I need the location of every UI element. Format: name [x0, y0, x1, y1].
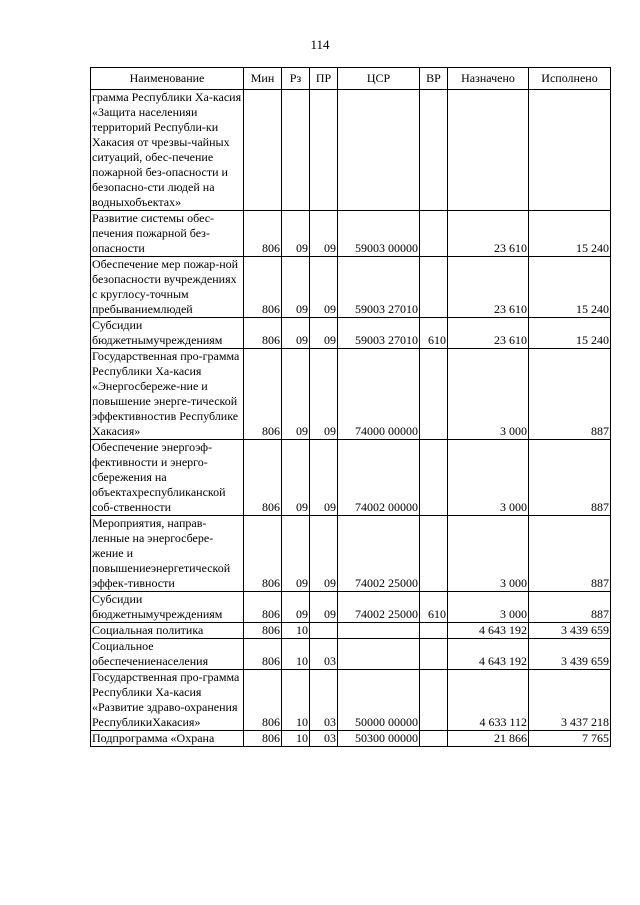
cell-csr: 50000 00000	[338, 670, 420, 731]
cell-vr	[420, 516, 448, 592]
header-vr: ВР	[420, 68, 448, 90]
cell-rz: 09	[282, 211, 310, 257]
cell-ispolneno: 887	[529, 349, 611, 440]
row-name-line: жение и повышение	[92, 546, 151, 575]
cell-naznacheno: 23 610	[448, 318, 529, 349]
row-name-line: касия «Энергосбереже-	[92, 364, 202, 393]
row-name-line: учреждениям	[153, 607, 223, 621]
cell-pr: 09	[310, 211, 338, 257]
table-row	[91, 440, 611, 516]
cell-rz: 09	[282, 516, 310, 592]
header-rz: Рз	[282, 68, 310, 90]
cell-vr	[420, 623, 448, 639]
row-name-line: печение пожарной без-	[92, 150, 214, 179]
cell-rz: 10	[282, 731, 310, 747]
cell-rz: 09	[282, 592, 310, 623]
row-name	[91, 639, 244, 670]
cell-ispolneno: 15 240	[529, 318, 611, 349]
cell-naznacheno: 3 000	[448, 349, 529, 440]
row-name-line: печения пожарной без-	[92, 226, 210, 240]
cell-ispolneno: 3 439 659	[529, 639, 611, 670]
cell-naznacheno: 23 610	[448, 211, 529, 257]
row-name-line: в Республике Хакасия»	[92, 409, 239, 438]
table-row	[91, 592, 611, 623]
cell-min: 806	[244, 731, 282, 747]
cell-pr: 09	[310, 318, 338, 349]
cell-rz: 09	[282, 440, 310, 516]
row-name-line: грамма Республики Ха-	[92, 90, 213, 104]
table-row	[91, 639, 611, 670]
table-row	[91, 670, 611, 731]
cell-pr: 09	[310, 516, 338, 592]
cell-csr	[338, 90, 420, 211]
cell-pr: 03	[310, 639, 338, 670]
cell-rz: 10	[282, 670, 310, 731]
cell-min: 806	[244, 623, 282, 639]
cell-csr: 74002 25000	[338, 592, 420, 623]
row-name-line: ленные на энергосбере-	[92, 531, 214, 545]
cell-ispolneno	[529, 90, 611, 211]
row-name-line: сбережения на объектах	[92, 470, 167, 499]
row-name-line: населения	[155, 654, 209, 668]
row-name-line: грамма Республики Ха-	[92, 349, 240, 378]
table-row	[91, 318, 611, 349]
header-row	[91, 68, 611, 90]
row-name-line: опасности	[92, 241, 145, 255]
row-name-line: объектах»	[129, 195, 182, 209]
row-name-line: людей	[160, 302, 193, 316]
table-row	[91, 623, 611, 639]
cell-naznacheno: 4 643 192	[448, 639, 529, 670]
table-row	[91, 731, 611, 747]
row-name-line: охранения Республики	[92, 700, 238, 729]
cell-ispolneno: 887	[529, 592, 611, 623]
budget-table	[90, 67, 611, 747]
table-row	[91, 211, 611, 257]
cell-csr: 59003 27010	[338, 318, 420, 349]
cell-min: 806	[244, 592, 282, 623]
row-name	[91, 318, 244, 349]
page-number: 114	[310, 37, 330, 52]
row-name	[91, 349, 244, 440]
cell-ispolneno: 15 240	[529, 211, 611, 257]
cell-csr: 59003 27010	[338, 257, 420, 318]
cell-vr	[420, 257, 448, 318]
cell-vr: 610	[420, 318, 448, 349]
row-name	[91, 211, 244, 257]
row-name-line: опасности и безопасно-	[92, 165, 228, 194]
row-name-line: сти людей на водных	[92, 180, 215, 209]
row-name-line: тивности	[127, 576, 175, 590]
cell-pr: 09	[310, 349, 338, 440]
cell-pr: 03	[310, 670, 338, 731]
cell-min	[244, 90, 282, 211]
row-name-line: грамма Республики Ха-	[92, 670, 240, 699]
cell-naznacheno: 3 000	[448, 516, 529, 592]
row-name-line: чайных ситуаций, обес-	[92, 135, 230, 164]
row-name-line: фективности и энерго-	[92, 455, 208, 469]
row-name-line: касия «Защита населения	[92, 90, 242, 119]
cell-rz: 09	[282, 318, 310, 349]
cell-vr: 610	[420, 592, 448, 623]
cell-naznacheno	[448, 90, 529, 211]
row-name-line: ственности	[113, 500, 172, 514]
cell-rz: 10	[282, 639, 310, 670]
cell-pr: 03	[310, 731, 338, 747]
row-name-line: ной безопасности в	[92, 257, 239, 286]
row-name-line: республиканской соб-	[92, 485, 226, 514]
cell-csr: 74002 00000	[338, 440, 420, 516]
cell-pr	[310, 623, 338, 639]
cell-naznacheno: 3 000	[448, 440, 529, 516]
table-row	[91, 90, 611, 211]
cell-ispolneno: 3 439 659	[529, 623, 611, 639]
cell-naznacheno: 4 643 192	[448, 623, 529, 639]
row-name-line: Обеспечение мер пожар-	[92, 257, 220, 271]
row-name-line: Хакасия»	[152, 715, 201, 729]
cell-naznacheno: 4 633 112	[448, 670, 529, 731]
row-name-line: учреждениям	[153, 333, 223, 347]
cell-vr	[420, 731, 448, 747]
row-name	[91, 670, 244, 731]
cell-min: 806	[244, 318, 282, 349]
row-name-line: Социальное обеспечение	[92, 639, 156, 668]
header-naznacheno: Назначено	[448, 68, 529, 90]
cell-vr	[420, 639, 448, 670]
cell-ispolneno: 15 240	[529, 257, 611, 318]
cell-csr: 50300 00000	[338, 731, 420, 747]
table-body	[91, 90, 611, 747]
cell-rz: 09	[282, 257, 310, 318]
row-name-line: Обеспечение энергоэф-	[92, 440, 213, 454]
row-name-line: и территорий Республи-	[92, 105, 206, 134]
header-csr: ЦСР	[338, 68, 420, 90]
cell-ispolneno: 887	[529, 440, 611, 516]
cell-ispolneno: 7 765	[529, 731, 611, 747]
cell-csr: 59003 00000	[338, 211, 420, 257]
row-name	[91, 731, 244, 747]
header-min: Мин	[244, 68, 282, 90]
row-name-line: точным пребыванием	[92, 287, 189, 316]
header-name: Наименование	[91, 68, 244, 90]
cell-pr: 09	[310, 592, 338, 623]
cell-min: 806	[244, 349, 282, 440]
cell-min: 806	[244, 516, 282, 592]
cell-vr	[420, 211, 448, 257]
cell-min: 806	[244, 211, 282, 257]
row-name-line: ки Хакасия от чрезвы-	[92, 120, 219, 149]
header-pr: ПР	[310, 68, 338, 90]
row-name-line: Государственная про-	[92, 349, 203, 363]
header-ispolneno: Исполнено	[529, 68, 611, 90]
row-name-line: учреждениях с круглосу-	[92, 272, 237, 301]
row-name-line: Субсидии бюджетным	[92, 592, 154, 621]
cell-pr: 09	[310, 440, 338, 516]
row-name-line: Мероприятия, направ-	[92, 516, 207, 530]
row-name	[91, 257, 244, 318]
cell-csr	[338, 623, 420, 639]
cell-csr: 74002 25000	[338, 516, 420, 592]
cell-pr	[310, 90, 338, 211]
cell-vr	[420, 670, 448, 731]
cell-csr: 74000 00000	[338, 349, 420, 440]
cell-naznacheno: 23 610	[448, 257, 529, 318]
cell-min: 806	[244, 639, 282, 670]
row-name-line: Развитие системы обес-	[92, 211, 215, 225]
row-name-line: тической эффективности	[92, 394, 238, 423]
row-name-line: Социальная политика	[92, 623, 204, 637]
cell-rz	[282, 90, 310, 211]
cell-rz: 09	[282, 349, 310, 440]
table-row	[91, 516, 611, 592]
row-name	[91, 516, 244, 592]
cell-ispolneno: 3 437 218	[529, 670, 611, 731]
row-name-line: ние и повышение энерге-	[92, 379, 208, 408]
cell-ispolneno: 887	[529, 516, 611, 592]
cell-min: 806	[244, 670, 282, 731]
row-name	[91, 90, 244, 211]
cell-min: 806	[244, 440, 282, 516]
cell-pr: 09	[310, 257, 338, 318]
row-name-line: касия «Развитие здраво-	[92, 685, 202, 714]
row-name-line: энергетической эффек-	[92, 561, 231, 590]
row-name-line: Подпрограмма «Охрана	[92, 731, 215, 745]
cell-vr	[420, 440, 448, 516]
cell-vr	[420, 349, 448, 440]
cell-naznacheno: 3 000	[448, 592, 529, 623]
cell-vr	[420, 90, 448, 211]
row-name-line: Субсидии бюджетным	[92, 318, 154, 347]
table-row	[91, 257, 611, 318]
cell-naznacheno: 21 866	[448, 731, 529, 747]
row-name	[91, 440, 244, 516]
row-name	[91, 623, 244, 639]
cell-min: 806	[244, 257, 282, 318]
row-name-line: Государственная про-	[92, 670, 203, 684]
cell-csr	[338, 639, 420, 670]
cell-rz: 10	[282, 623, 310, 639]
table-row	[91, 349, 611, 440]
row-name	[91, 592, 244, 623]
